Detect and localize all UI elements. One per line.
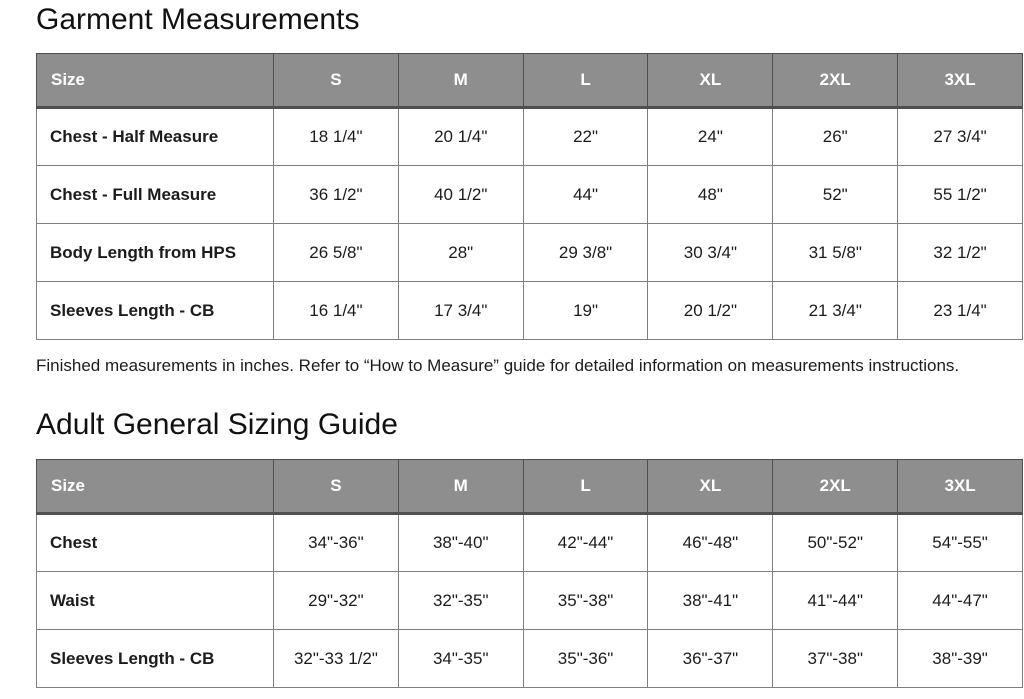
row-label: Sleeves Length - CB [37, 630, 274, 688]
column-header: Size [37, 460, 274, 514]
column-header: 3XL [898, 460, 1023, 514]
measurement-cell: 29 3/8" [523, 224, 648, 282]
measurement-cell: 54"-55" [898, 514, 1023, 572]
garment-measurements-title: Garment Measurements [36, 3, 360, 36]
table-row [37, 572, 1023, 630]
row-label: Body Length from HPS [37, 224, 274, 282]
measurement-cell: 46"-48" [648, 514, 773, 572]
row-label: Chest [37, 514, 274, 572]
measurement-cell: 35"-38" [523, 572, 648, 630]
measurement-cell: 48" [648, 166, 773, 224]
row-label: Waist [37, 572, 274, 630]
column-header: XL [648, 460, 773, 514]
measurement-cell: 40 1/2" [398, 166, 523, 224]
sizing-guide-title: Adult General Sizing Guide [36, 408, 398, 441]
measurement-cell: 38"-39" [898, 630, 1023, 688]
measurement-cell: 50"-52" [773, 514, 898, 572]
table-row [37, 108, 1023, 166]
garment-measurements-table [36, 53, 1023, 340]
measurement-cell: 34"-35" [398, 630, 523, 688]
sizing-guide-table [36, 459, 1023, 688]
measurement-cell: 20 1/2" [648, 282, 773, 340]
measurement-cell: 34"-36" [274, 514, 399, 572]
row-label: Sleeves Length - CB [37, 282, 274, 340]
measurement-cell: 52" [773, 166, 898, 224]
row-label: Chest - Full Measure [37, 166, 274, 224]
column-header: XL [648, 54, 773, 108]
measurement-cell: 16 1/4" [274, 282, 399, 340]
table-header-row [37, 54, 1023, 108]
measurement-cell: 26 5/8" [274, 224, 399, 282]
column-header: 3XL [898, 54, 1023, 108]
table-header-row [37, 460, 1023, 514]
measurement-cell: 38"-41" [648, 572, 773, 630]
column-header: Size [37, 54, 274, 108]
column-header: 2XL [773, 460, 898, 514]
column-header: S [274, 54, 399, 108]
measurement-cell: 37"-38" [773, 630, 898, 688]
measurements-note: Finished measurements in inches. Refer to “How to Measure” guide for detailed information on measurements instructions. [36, 356, 960, 375]
table-row [37, 630, 1023, 688]
measurement-cell: 21 3/4" [773, 282, 898, 340]
measurement-cell: 19" [523, 282, 648, 340]
measurement-cell: 26" [773, 108, 898, 166]
measurement-cell: 28" [398, 224, 523, 282]
measurement-cell: 44"-47" [898, 572, 1023, 630]
table-header-row [37, 460, 1023, 514]
table-row [37, 514, 1023, 572]
column-header: L [523, 54, 648, 108]
measurement-cell: 18 1/4" [274, 108, 399, 166]
measurement-cell: 35"-36" [523, 630, 648, 688]
measurement-cell: 44" [523, 166, 648, 224]
table-row [37, 282, 1023, 340]
measurement-cell: 55 1/2" [898, 166, 1023, 224]
table-row [37, 224, 1023, 282]
column-header: M [398, 460, 523, 514]
measurement-cell: 36"-37" [648, 630, 773, 688]
measurement-cell: 42"-44" [523, 514, 648, 572]
measurement-cell: 30 3/4" [648, 224, 773, 282]
table-header-row [37, 54, 1023, 108]
column-header: 2XL [773, 54, 898, 108]
table-row [37, 166, 1023, 224]
column-header: L [523, 460, 648, 514]
column-header: M [398, 54, 523, 108]
measurement-cell: 32 1/2" [898, 224, 1023, 282]
measurement-cell: 22" [523, 108, 648, 166]
measurement-cell: 24" [648, 108, 773, 166]
row-label: Chest - Half Measure [37, 108, 274, 166]
column-header: S [274, 460, 399, 514]
measurement-cell: 31 5/8" [773, 224, 898, 282]
measurement-cell: 20 1/4" [398, 108, 523, 166]
measurement-cell: 32"-35" [398, 572, 523, 630]
measurement-cell: 29"-32" [274, 572, 399, 630]
measurement-cell: 32"-33 1/2" [274, 630, 399, 688]
measurement-cell: 38"-40" [398, 514, 523, 572]
measurement-cell: 41"-44" [773, 572, 898, 630]
measurement-cell: 23 1/4" [898, 282, 1023, 340]
measurement-cell: 36 1/2" [274, 166, 399, 224]
measurement-cell: 17 3/4" [398, 282, 523, 340]
measurement-cell: 27 3/4" [898, 108, 1023, 166]
